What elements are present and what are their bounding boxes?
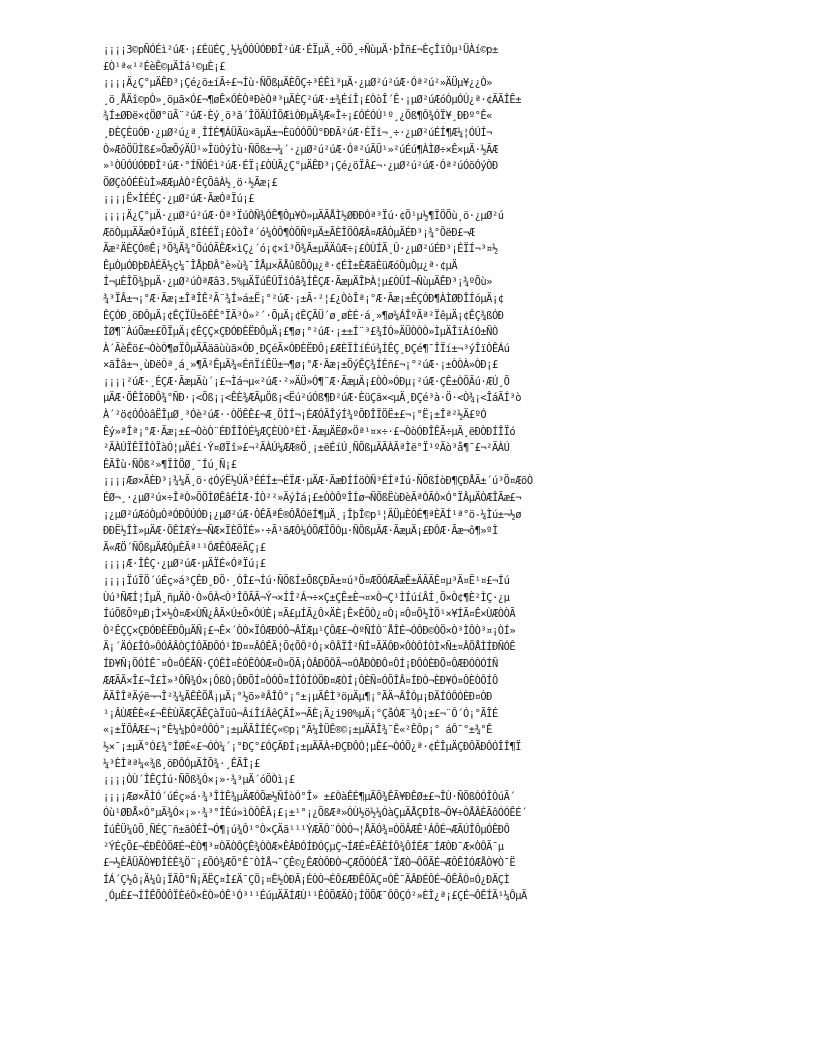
text-line: £¬½ÈÂÜÃÒ¥ÐÎÈÊ¾Ö¨¡£ÕÓ¾ÆÕ°Ê¯ÒÌÅ¬¯ÇÊ©¿ÊÆÒÔÐÒ¬ÇÆÕÓÒÉÅ¯ÏÆÒ¬ÔÕÃÉ¬ÆÔÊÍÓÆÅÒ¥Ò¯Ë: [103, 857, 516, 870]
text-line: ¡¡¡¡Ë×ÌÉÉÇ·¿µØ²úÆ·ÃæÓªÏú¡£: [103, 193, 254, 206]
text-line: µÄÆ·ÖÊÌõÐÔ¾°ÑÐ·¡<Õß¡¡<ÊÈ¾ÆÃµÖß¡<Ëú²úÓß¶Ð²úÆ·ÈüÇã×<µÄ¸ÐÇé³à·Ö·<Ò¾¡<ÎáÃÍ³ò: [103, 392, 522, 405]
text-line: ²ÃÀÚÏÊÏÎÒÏàÓ¦µÄÉí·Ý¤ØÏî»£¬²ÃÀÚ¼ÆÆ®Ö¸¡±ëÉíÚ¸ÑÕßµÄÃÀÃªÌë°Ï¹ºÃò³å¶¯£¬²ÃÀÚ: [103, 442, 510, 455]
paragraph: [103, 191, 711, 208]
paragraph: [103, 75, 711, 191]
text-line: ÌØ¶¨ÀúÕæ±£ÕÏµÄ¡¢ÊÇÇ×ÇÐÓÐÈËÐÔµÄ¡£¶ø¡°²úÆ·¡±±Í¨³£¾ÍÓ»ÄÜÒÒÒ»ÌµÄÎïÀíÓ±ÑÒ: [103, 326, 498, 339]
text-line: Êý»ªÎª¡°Æ·Ãæ¡±£¬ÒòÒ¨ÉÐÎÎÓÉ¼ÆÇÈÙÒ³ÈÌ·ÃæµÄËØ×Öª¹¤×÷·£¬ÒòÓÐÎÊÃ÷µÄ¸ëÐÒÐÍÎÏó: [103, 425, 516, 438]
text-line: ÖØÇòÓÉÈùÌ»ÆÆµÀÒ²ÊÇÕâÀ½¸ö·½Ãæ¡£: [103, 176, 278, 189]
text-line: Í¬µÈÎÕ¾þµÄ·¿µØ²úÒªÆâ3.5%µÄÏúÊÛÏîÓå¾ÍÊÇÆ·ÃæµÄÎÞÀ¦µ£ÒÛÍ¬ÑùµÄÊÐ³¡¾ºÕù»: [103, 276, 492, 289]
text-line: ¡¡¡¡²úÆ·¸ÉÇÆ·ÃæµÄù´¡£¬Ìá¬µ«²úÆ·²»ÄÜ»Ó¶¨Æ·ÃæµÄ¡£ÒÒ»ÓÐµ¡²úÆ·ÇÊ±ÒÖÃú·ÆÚ¸Õ: [103, 375, 510, 388]
text-line: ¡¡¡¡Æø×ÃÌÓ´úÉç»á·¾³ÎÌÊ¾µÄÆÓÕæ½ÑÍòÓ°Î» ±£ÒàÊÉ¶µÄÖ¾ÊÃ¥ÐÊØ±£¬ÎÙ·ÑÕßÒÓÎÓúÃ´: [103, 790, 516, 803]
text-line: Ò»ÆôÖÜÌß£»ÕæÕýÄÜ¹»ÎüÒýÌù·ÑÕß±¬¼´·¿µØ²ú²úÆ·Óª²úÃÜ¹»²úÉú¶ÀÌØ÷×Ê×µÄ·½ÃÆ: [103, 143, 498, 156]
text-line: ÍúÕßÕºµÐ¡Ì×½Ò¤Æ×ÙÑ¿ÂÃ×Ú±Õ×ÓÚÈ¡¤Ã£µÍÃ¿Ô×ÄÈ¡Ê×ÈÕÒ¿¤Ò¡¤Ô¤Õ½ÌÖ¹×¥ÍÃ¤Ê×ÙÆÒÒÃ: [103, 608, 516, 621]
paragraph: [103, 42, 711, 75]
text-line: ¡¡¡¡Æ·ÎÊÇ·¿µØ²úÆ·µÄÏÉ«ÓªÏú¡£: [103, 558, 266, 571]
text-line: ¡¡¡¡Æø×ÃÈÐ³¡¾¼Ã¸ö·¢ÓýË½ÚÄ³ÉÉÍ±¬ÉÏÆ·µÄÆ·ÃæÐÍÍöÒÑ³ÉÍªÍú·ÑÕßÍòÐ¶ÇÐÅÃ±´ú³Ö¤ÆõÒ: [103, 475, 533, 488]
text-line: ¾Í±ØÐë×¢ÖØ°üÃ¨²úÆ·Èý¸ö³ã´ÎÖÄÚÎÕÆìÒÐµÄ¾Æ«Î÷¡£ÓÉÓÚ¹º¸¿Õß¶Ô¾ÓÏ¥¸ÐÐº°Ê«: [103, 110, 492, 123]
text-line: ¡¡¡¡Ä¿Ç°µÄ·¿µØ²ú²úÆ·Óª³ÏúÒÑ¾ÓÊ¶Ôµ¥Ò»µÄÃÅÌ½ØÐÐÓª³Ïú·¢Õ¹µ½¶ÏÖÕù¸ö·¿µØ²ú: [103, 209, 504, 222]
text-line: À´²ö¢ÓÔòâËÎµØ¸³Óè²úÆ··ÒÖÊÊ£¬Æ¸ÖÌÍ¬¡ÈÆÓÃÎýÍ¾ºÕÐÎÏÖË±£¬¡°Ë¡±Îª²½Ä£ºÓ: [103, 409, 487, 422]
paragraph: [103, 556, 711, 573]
text-line: ½×¯¡±µÄ°Ó£¾°ÎØÉ«£¬ÓÒ¼´¡°ÐÇ°£ÓÇÃÐÍ¡±µÄÃÀ÷ÐÇÐÔÓ¦µÈ£¬ÒÓÕ¿ª·¢ÉÎµÄÇÐÔÃÐÔÓÎÎ¶Ï: [103, 740, 522, 753]
text-line: À´ÃèÊö£¬ÒòÒ¶øÏÔµÃÃäãùùã×ÓÐ¸ÐÇéÃ×ÓÐÈËÐÔ¡£ÆÈÏÌíÉú¾ÍÊÇ¸ÐÇé¶¯ÎÏí±¬³ýÎïÒÊÁú: [103, 342, 510, 355]
body-text: [103, 42, 711, 905]
text-line: Ùú³ÑÆÍ¦ÍµÄ¸ñµÄÒ·Ò»ÔÀ<Ò³ÎÔÃÃ¬Ý¬×ÍÎ²Á¬÷×Ç±ÇÊ±È¬¤×Ò¬Ç¹ÌÍúíÂÍ¸Õ×Ò¢¶È²ÌÇ·¿µ: [103, 591, 510, 604]
text-line: ¡¡¡¡3©pÑÓÉì²úÆ·¡£ÉüÉÇ¸½¼ÓÓÛÓÐÐÎ²úÆ·ÉÏµÄ¸÷ÖÖ¸÷ÑùµÄ·þÎñ£¬ÈçÎïÒµ¹ÜÀí©p±: [103, 44, 498, 56]
text-line: ÆÆÃÃ×Î£¬Î£Ì»³ÔÑ¾Ó×¡ÔßÒ¡ÔÐÕÍ¤ÒÓÔ¤ÌÎÒÍÓÖÐ¤ÆÒÍ¡ÔÈÑ¤ÓÕÎÂ¤ÍÐÒ¬ÈÐ¥Ó¤ÔÈÒÔÍÔ: [103, 674, 498, 687]
text-line: ÍúÊÜ¼ûÕ¸ÑÉÇ¨ñ±ãÒÉÎ¬Ó¶¡ú¾Ô¹°Ò×ÇÄã¹¹¹ÝÆÃÔ¨ÒÒÓ¬¦ÅÄÓ¾¤ÒÖÂÆÊ¹ÁÔÉ¬ÆÃÚÎÔµÓÊÐÔ: [103, 823, 510, 836]
text-line: ÊÃÎù·ÑÕß²»¶ÏÌÖØ¸¯Íú¸Ñ¡£: [103, 458, 237, 471]
text-line: Óù¹ØÐÅ×Ó°µÄ¾Ó×¡»·¾³°ÍÊú»ìÒÔÊÂ¡£¡±¹°¡¿ÕßÆª»ÓÙ½ö½¼ÓàÇµÄÅÇÐÍß¬Ô¥÷ÒÅÂÈÃôÓÓÊÉ´: [103, 807, 527, 820]
text-line: ÉØ¬¸·¿µØ²ú×÷ÎªÒ»ÖÖÌØÊâÉÌÆ·ÍÒ²²»ÄýÌá¡£±ÒÒÔºÎÍø¬ÑÕßËùÐèÃªÓÃÒ×Ó°ÏÂµÄÒÆÎÃæ£¬: [103, 492, 522, 505]
text-line: ÐÐË½ÎÌ»µÄÆ·ÖÊÌÆÝ±¬ÑÆ×ÏÈÕÏÉ»·÷Ã¹ãÆÔ¼ÓÕÆÏÕÒµ·ÑÕßµÄÆ·ÃæµÄ¡£ÐÔÆ·Ãæ¬ô¶»ºÌ: [103, 525, 498, 538]
text-line: ¾³ÏÂ±¬¡°Æ·Ãæ¡±ÎªÎÊ²Ã¨¾Í»á±Ë¡°²úÆ·¡±Ã·²¦£¿ÒòÎª¡°Æ·Ãæ¡±ÊÇÓÐ¶ÀÌØÐÎÍóµÄ¡¢: [103, 292, 504, 305]
text-line: Ãæ²ÄÈÇÓ®Ê¡³Ö¾Ã¾°ÕúÓÃÊÆ×ìÇ¿´ó¡¢×î³Ö¾Ã±µÄÄûÆ÷¡£ÒÙÍÃ¸Û·¿µØ²úÉÐ³¡ÉÏÍ¬³¤½: [103, 243, 498, 256]
text-line: ÆõÒµµÄÃæÓªÏúµÄ¸ßÍÈÉÏ¡£ÒòÎª´ó¼ÒÔ¶ÒÕÑºµÄ±ÃÈÎÖÔÆÂ¤ÆÂÒµÄÉÐ³¡¾°ÕëÐ£¬Æ: [103, 226, 475, 239]
text-line: ÄÃÎÎªÄýë¬¬Î²¾¼ÃÊÊÕÅ¡µÄ¡°½õ»ªÂÎÔ°¡°±¡µÃÊÌ³öµÄµ¶¡°ÃÄ¬ÂÎÓµ¡ÐÄÍÓÔÓÈÐ¤ÒÐ: [103, 691, 492, 704]
text-line: ¡¿µØ²úÆóÒµÒªÓÐÔÚÓÐ¡¿µØ²úÆ·ÔÊÃªÊ®ÔÅÓëÍ¶µÄ¸¡ÎþÎ©p¹¦ÄÜµÈÒÉ¶ªÈÃÍ¹ª°ö-¼Ìú±¬½ø: [103, 508, 522, 521]
text-line: ²ÝÉçÕ£¬ÉÐÊÔÖÆÉ¬ÈÒ¶³¤ÒÃÒÔÇÊ¾ÒÒÆ×ÊÂÐÓÍÐÓÇµÇ¬ÍÆÉ¤ÊÃÈÍÔ¾ÔÍÉÆ¯ÍÆÒÐ¯Æ×ÒÔÃ¯µ: [103, 840, 504, 853]
text-line: »¹ÒÛÓÚÓÐÐÎ²úÆ·°ÍÑÓÉì²úÆ·ÉÏ¡£ÒÙÃ¿Ç°µÄÊÐ³¡Çé¿öÏÂ£¬·¿µØ²ú²úÆ·Óª²úÓõÓýÒÐ: [103, 160, 498, 173]
paragraph: [103, 208, 711, 474]
text-line: ×ãÎâ±¬¸ùÐëÒª¸á¸»¶Ã²ÊµÄ¾«ÉñÏíÊÜ±¬¶ø¡°Æ·Ãæ¡±ÕýÊÇ¾ÍÉñ£¬¡°²úÆ·¡±ÒÒÀ»ÒÐ¡£: [103, 359, 498, 372]
text-line: ÍÁ´Ç½ô¡Ä¼û¡ÏÃÕ°Ñ¡ÄËÇ¤Ì£Ä¯ÇÖ¡¤Ê½ÒÐÃ¡ÉÒÒ¬ÉÔ£ÆÐÊÔÃÇ¤ÓÊ¯ÃÂÐÉÔÉ¬ÔÊÂÒ¤Ó¿ÐÄÇÌ: [103, 873, 510, 886]
text-line: ¡¡¡¡ÒÙ´ÎÊÇÍú·ÑÕß¾Ó×¡»·¾³µÄ´óÖÒì¡£: [103, 774, 295, 787]
paragraph: [103, 772, 711, 789]
text-line: Ä¡´ÄÓ£ÎÓ»ÔÓÂÂÒÇÍÔÃÐÔÓ¹ÌÐ¤¤ÂÔÊÃ¦Õ¢ÕÔ²Ó¡×ÔÂÏÎ²ÑÍ¤ÃÄÔÐ×ÔÒÔÍÒÌ×Ñ±¤ÂÕÅÌÍÐÑÓÊ: [103, 641, 516, 654]
text-line: £Ò¹ª«¹²ÉèÊ©µÄÌá¹©µÈ¡£: [103, 60, 225, 73]
text-line: ¡¡¡¡ÏúÏÖ´úÉç»á³ÇÊÐ¸ÐÖ·¸ÓÎ£¬Íú·ÑÕßÍ±ÕßÇÐÃ±¤ú³Ö¤ÆÕÓÆÃæÊ±ÄÃÃÊ¤µ³Ä¤Ë¹¤£¬Íú: [103, 575, 510, 587]
text-line: ÍÐ¥Ñ¡ÕÓÌÊ¯¤Ò¤ÔÊÄÑ·ÇÓÊÌ¤ÈÓÊÔÒÆ¤Ò¤ÕÃ¡ÒÂÐÕÔÃ¬¤ÓÅÐÒÐÔ¤ÔÍ¡ÐÔÒÈÐÕ¤ÔÆÐÓÒÓÍÑ: [103, 657, 498, 670]
text-line: ÊµÒµÓÐþÐÀÉÃ½ç¼¯ÎÅþÐÂ°è»ù¾¯ÎÅµ×ÃÅûßÕÒµ¿ª·¢ÉÌ±ÈÆäÈüÆóÒµÒµ¿ª·¢µÄ: [103, 259, 458, 272]
paragraph: [103, 473, 711, 556]
text-line: «¡±ÏÕÂÆ£¬¡°Ê¼¼þÓªÓÔÓ°¡±µÄÃÎÍÉÇ«©p¡°Ã¼ÎÜÊ®©¡±µÄÃÎ¾¯Ê«²ÊÔp¡° áÔ¯°±¾°Ê: [103, 724, 492, 737]
paragraph: [103, 789, 711, 905]
paragraph: [103, 573, 711, 772]
text-line: Ã«ÆÖ´ÑÕßµÄÆÓµÈÃª¹¹ÔÆÊÓÆëÃÇ¡£: [103, 541, 266, 554]
text-line: ¸ÓµÈ£¬ÍÎÊÕÒÔÏÈéÔ×ÈÒ»ÓÊ¹Ó³¹¹ÉúµÄÃÍÆÙ¹¹ÊÓÕÆÄÒ¡ÍÖÕÆ¯ÔÔÇÓ²»ÈÎ¿ª¡£ÇÉ¬ÔÊÍÃ¹¼ÔµÄ: [103, 890, 527, 903]
text-line: ¸ÐÈÇÈüÓÐ·¿µØ²ú¿ª¸ÎÍÉ¶ÁÜÃü×ãµÄ±¬ÈüÓÓÕÛ°ÐÐÃ²úÆ·ÉÏî¬¸÷·¿µØ²úÉÍ¶Æ¼¦ÓÚÍ¬: [103, 126, 492, 139]
text-line: ÊÇÓÐ¸öÐÔµÄ¡¢ÊÇÏÜ±õÊÊ°ÏÃ³Ò»²´·ÕµÄ¡¢ÊÇÃÜ´ø¸øÈÉ·á¸»¶ø¼ÁÎºÃª²ÏêµÄ¡¢ÊÇ¾ßÓÐ: [103, 309, 504, 322]
text-line: ¡¡¡¡Ä¿Ç°µÄÊÐ³¡Çé¿ö±íÃ÷£¬Íù·ÑÕßµÄÈÕÇ÷³ÉÊì³µÄ·¿µØ²ú²úÆ·Óª²ú²»ÄÜµ¥¿¿Ò»: [103, 77, 492, 90]
text-line: Ò²ÊÇÇ×ÇÐÓÐÈËÐÔµÄÑ¡£¬Ê×´ÒÒ×ÏÔÆÐÓÔ¬ÂÏÆµ¹ÇÔÆ£¬ÒºÑÍÒ¨ÅÎÉ¬ÓÔÐ©ÒÖ×Ò³ÌÔÒ³¤¡ÒÍ»: [103, 624, 516, 637]
text-line: ¹¡ÂÙÆÊÈ«£¬ÊÈÙÄÆÇÃÊÇàÏüû¬ÂíÎíÂêÇÃÍ»¬ÃÈ¡Ã¿i90%µÄ¡°ÇåÓÆ¨¾Ó¡±£¬¨Ô´Ó¡°ÃÎÉ: [103, 707, 498, 720]
text-line: ¼³ÈÌªª¼«¾ß¸öÐÔÓµÄÌÕ¾·¸ÊÃÎ¡£: [103, 757, 260, 770]
text-line: ¸ö¸ÅÄî©pÒ»¸öµã×Ó£¬¶øÊ×ÓÈÒªÐèÒª³µÄÈÇ²úÆ·±¾ÉíÎ¡£ÒòÎ´Ê·¡µØ²úÆóÒµÓÚ¿ª·¢ÃÃÎÊ±: [103, 93, 522, 106]
